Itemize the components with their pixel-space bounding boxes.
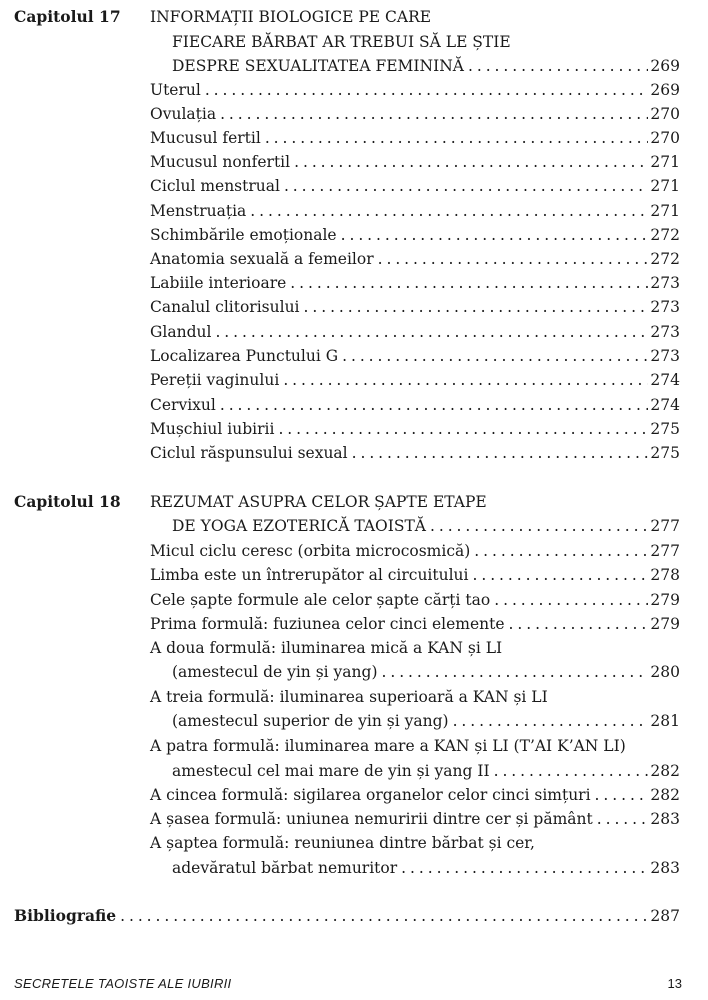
chapter-17-label: Capitolul 17 xyxy=(14,7,121,26)
toc-entry: Anatomia sexuală a femeilor . . . 272 xyxy=(150,248,680,270)
toc-entry: Micul ciclu ceresc (orbita microcosmică) . . . 277 xyxy=(150,540,680,562)
toc-entry: Menstruația . . . 271 xyxy=(150,200,680,222)
chapter-17-title-line-3: DESPRE SEXUALITATEA FEMININĂ . . . 269 xyxy=(172,55,680,77)
page-number: 271 xyxy=(650,177,680,195)
toc-entry: Schimbările emoționale . . . 272 xyxy=(150,224,680,246)
bibliography-entry: Bibliografie . . . 287 xyxy=(14,905,680,927)
folio-page-number: 13 xyxy=(667,976,682,991)
page-number: 273 xyxy=(650,274,680,292)
page-number: 277 xyxy=(650,542,680,560)
chapter-18-title-line-1: REZUMAT ASUPRA CELOR ȘAPTE ETAPE xyxy=(150,493,487,511)
page-number: 283 xyxy=(650,859,680,877)
toc-entry: Labiile interioare . . . 273 xyxy=(150,272,680,294)
toc-entry-continuation: (amestecul superior de yin și yang) . . . 281 xyxy=(172,710,680,732)
page-number: 274 xyxy=(650,396,680,414)
page-number: 270 xyxy=(650,105,680,123)
toc-entry: Cervixul . . . 274 xyxy=(150,394,680,416)
running-footer-title: SECRETELE TAOISTE ALE IUBIRII xyxy=(14,976,232,991)
page-number: 279 xyxy=(650,615,680,633)
page-number: 280 xyxy=(650,663,680,681)
toc-entry: A cincea formulă: sigilarea organelor celor cinci simțuri . . . 282 xyxy=(150,784,680,806)
toc-entry: Localizarea Punctului G . . . 273 xyxy=(150,345,680,367)
page-number: 282 xyxy=(650,762,680,780)
toc-entry: Pereții vaginului . . . 274 xyxy=(150,369,680,391)
page-number: 287 xyxy=(650,907,680,925)
page-number: 275 xyxy=(650,420,680,438)
page-number: 269 xyxy=(650,81,680,99)
page-number: 283 xyxy=(650,810,680,828)
chapter-17-title-line-1: INFORMAȚII BIOLOGICE PE CARE xyxy=(150,8,432,26)
page-number: 273 xyxy=(650,347,680,365)
toc-entry-continuation: amestecul cel mai mare de yin și yang II . . . 282 xyxy=(172,760,680,782)
page-number: 278 xyxy=(650,566,680,584)
page-number: 281 xyxy=(650,712,680,730)
page-number: 273 xyxy=(650,298,680,316)
page-number: 272 xyxy=(650,226,680,244)
toc-entry: Mușchiul iubirii . . . 275 xyxy=(150,418,680,440)
toc-entry: Cele șapte formule ale celor șapte cărți tao . . . 279 xyxy=(150,589,680,611)
toc-entry: Prima formulă: fuziunea celor cinci elemente . . . 279 xyxy=(150,613,680,635)
toc-entry: Mucusul nonfertil . . . 271 xyxy=(150,151,680,173)
page-number: 271 xyxy=(650,202,680,220)
toc-entry: Canalul clitorisului . . . 273 xyxy=(150,296,680,318)
toc-entry: Limba este un întrerupător al circuitului . . . 278 xyxy=(150,564,680,586)
page-number: 274 xyxy=(650,371,680,389)
toc-entry: Ovulația . . . 270 xyxy=(150,103,680,125)
page-number: 272 xyxy=(650,250,680,268)
page-number: 273 xyxy=(650,323,680,341)
page-number: 271 xyxy=(650,153,680,171)
toc-entry: A treia formulă: iluminarea superioară a KAN și LI xyxy=(150,688,548,706)
toc-entry: A patra formulă: iluminarea mare a KAN și LI (T’AI K’AN LI) xyxy=(150,737,626,755)
toc-entry-continuation: (amestecul de yin și yang) . . . 280 xyxy=(172,661,680,683)
toc-entry-continuation: adevăratul bărbat nemuritor . . . 283 xyxy=(172,857,680,879)
page-number: 269 xyxy=(650,57,680,75)
page-number: 279 xyxy=(650,591,680,609)
chapter-18-title-line-2: DE YOGA EZOTERICĂ TAOISTĂ . . . 277 xyxy=(172,515,680,537)
page-number: 277 xyxy=(650,517,680,535)
toc-entry: Uterul . . . 269 xyxy=(150,79,680,101)
toc-entry: Ciclul menstrual . . . 271 xyxy=(150,175,680,197)
toc-entry: Ciclul răspunsului sexual . . . 275 xyxy=(150,442,680,464)
page-number: 282 xyxy=(650,786,680,804)
chapter-17-title-line-2: FIECARE BĂRBAT AR TREBUI SĂ LE ȘTIE xyxy=(172,33,511,51)
page-number: 275 xyxy=(650,444,680,462)
toc-entry: Glandul . . . 273 xyxy=(150,321,680,343)
toc-entry: A șaptea formulă: reuniunea dintre bărbat și cer, xyxy=(150,834,535,852)
toc-entry: A șasea formulă: uniunea nemuririi dintre cer și pământ . . . 283 xyxy=(150,808,680,830)
chapter-18-label: Capitolul 18 xyxy=(14,492,121,511)
toc-entry: Mucusul fertil . . . 270 xyxy=(150,127,680,149)
toc-entry: A doua formulă: iluminarea mică a KAN și LI xyxy=(150,639,503,657)
page-number: 270 xyxy=(650,129,680,147)
